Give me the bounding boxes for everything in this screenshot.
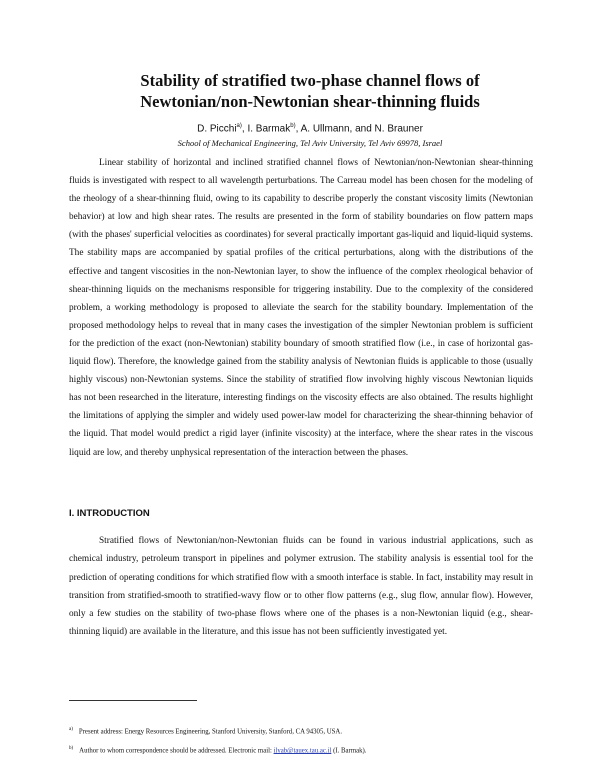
- author-separator: ,: [241, 123, 248, 135]
- footnote-mark: a): [69, 727, 73, 732]
- author-name: N. Brauner: [374, 123, 423, 135]
- author-affil-mark: b): [290, 123, 296, 129]
- author-list: [100, 120, 520, 135]
- abstract: Linear stability of horizontal and inclined stratified channel flows of Newtonian/non-Newtonian shear-thinning fluids is investigated with respect to all wavelength perturbations. The Carreau model has been chosen for the modeling of the rheology of a shear-thinning fluid, owing to its capability to describe properly the constant viscosity limits (Newtonian behavior) at low and high shear rates. The results are presented in the form of stability boundaries on flow pattern maps (with the phases' superficial velocities as coordinates) for several practically important gas-liquid and liquid-liquid systems. The stability maps are accompanied by spatial profiles of the critical perturbations, along with the distributions of the effective and tangent viscosities in the non-Newtonian layer, to show the influence of the complex rheological behavior of shear-thinning liquids on the mechanisms responsible for triggering instability. Due to the complexity of the considered problem, a working methodology is proposed to alleviate the search for the stability boundary. Implementation of the proposed methodology helps to reveal that in many cases the investigation of the simpler Newtonian problem is sufficient for the prediction of the exact (non-Newtonian) stability boundary of smooth stratified flow (i.e., in case of horizontal gas-liquid flow). Therefore, the knowledge gained from the stability analysis of Newtonian fluids is applicable to those (usually highly viscous) non-Newtonian systems. Since the stability of stratified flow involving highly viscous Newtonian liquids has not been researched in the literature, interesting findings on the viscosity effects are also obtained. The results highlight the limitations of applying the simpler and widely used power-law model for characterizing the shear-thinning behavior of the liquid. That model would predict a rigid layer (infinite viscosity) at the interface, where the shear rates in the viscous liquid are low, and thereby unphysical representation of the interaction between the phases.: [69, 158, 533, 458]
- email-link[interactable]: ilyab@tauex.tau.ac.il: [273, 747, 332, 755]
- author-separator: , and: [349, 123, 375, 135]
- introduction-paragraph: Stratified flows of Newtonian/non-Newtonian fluids can be found in various industrial applications, such as chemical industry, petroleum transport in pipelines and polymer extrusion. The stability analysis is essential tool for the prediction of operating conditions for which stratified flow with a smooth interface is stable. In fact, instability may result in transition from stratified-smooth to stratified-wavy flow or to other flow patterns (e.g., slug flow, annular flow). However, only a few studies on the stability of two-phase flows where one of the phases is a non-Newtonian liquid (e.g., shear-thinning liquid) are available in the literature, and this issue has not been sufficiently investigated yet.: [69, 536, 533, 638]
- title-line-1: Stability of stratified two-phase channel flows of: [140, 71, 480, 90]
- author-affil-mark: a): [236, 123, 242, 129]
- footnote-suffix: (I. Barmak).: [331, 747, 367, 755]
- author-name: D. Picchi: [197, 123, 237, 135]
- footnote-2: [69, 744, 366, 755]
- title-line-2: Newtonian/non-Newtonian shear-thinning fluids: [140, 92, 480, 111]
- author-name: A. Ullmann: [300, 123, 350, 135]
- author-name: I. Barmak: [247, 123, 291, 135]
- paper-title: [100, 70, 520, 112]
- author-separator: ,: [295, 123, 301, 135]
- affiliation: School of Mechanical Engineering, Tel Aviv University, Tel Aviv 69978, Israel: [177, 138, 443, 148]
- footnote-divider: [69, 700, 197, 701]
- footnote-text: Present address: Energy Resources Engineering, Stanford University, Stanford, CA 94305, USA.: [78, 728, 343, 736]
- footnote-mark: b): [69, 746, 74, 751]
- footnote-1: [69, 725, 342, 736]
- footnote-text: Author to whom correspondence should be addressed. Electronic mail:: [79, 747, 274, 755]
- section-heading: I. INTRODUCTION: [69, 508, 150, 519]
